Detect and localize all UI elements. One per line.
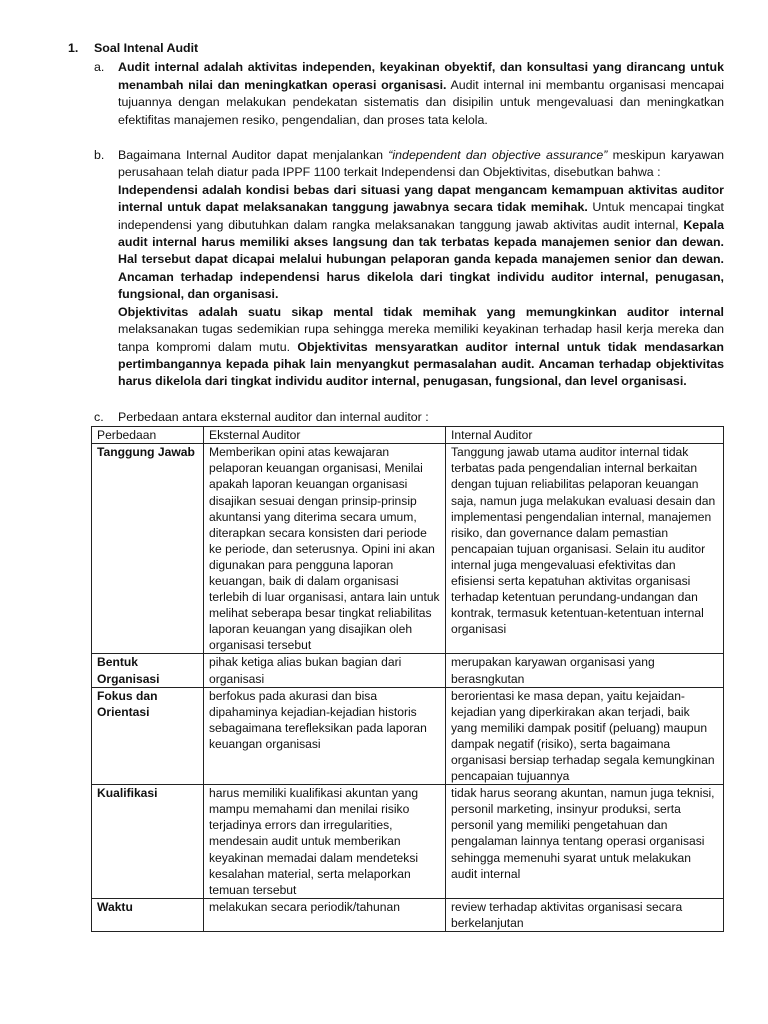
row-label: Kualifikasi: [92, 785, 204, 899]
external-cell: pihak ketiga alias bukan bagian dari organisasi: [204, 654, 446, 687]
item-c-title: Perbedaan antara eksternal auditor dan internal auditor :: [118, 409, 429, 424]
table-row: [92, 785, 724, 899]
question-text-post: meskipun karyawan perusahaan telah diatur pada IPPF 1100 terkait Independensi dan Objektivitas, disebutkan bahwa :: [118, 148, 724, 180]
objektivitas-paragraph: [118, 304, 724, 391]
external-cell: harus memiliki kualifikasi akuntan yang mampu memahami dan menilai risiko terjadinya errors dan irregularities, mendesain audit untuk memberikan keyakinan memadai dalam mendeteksi kesalahan material, serta melaporkan temuan tersebut: [204, 785, 446, 899]
table-row: [92, 687, 724, 785]
item-a-text: Audit internal ini membantu organisasi mencapai tujuannya dengan melakukan pendekatan sistematis dan disipilin untuk mengevaluasi dan meningkatkan efektifitas manajemen resiko, pengendalian, dan proses tata kelola.: [118, 77, 724, 127]
row-label: Fokus dan Orientasi: [92, 687, 204, 785]
internal-cell: tidak harus seorang akuntan, namun juga teknisi, personil marketing, insinyur produksi, serta personil yang memiliki pengetahuan dan pengalaman lainnya tentang operasi organisasi sehingga memenuhi syarat untuk melakukan audit internal: [446, 785, 724, 899]
independensi-definition: Independensi adalah kondisi bebas dari situasi yang dapat mengancam kemampuan aktivitas auditor internal untuk dapat melaksanakan tanggung jawabnya secara tidak memihak.: [118, 182, 724, 215]
comparison-table: [91, 426, 724, 932]
table-row: [92, 444, 724, 654]
item-a-body: [118, 59, 724, 129]
independensi-text: Untuk mencapai tingkat independensi yang dibutuhkan dalam rangka melaksanakan tanggung jawab aktivitas audit internal,: [118, 200, 724, 232]
question-text-pre: Bagaimana Internal Auditor dapat menjalankan: [118, 148, 389, 163]
item-b-body: [118, 147, 724, 391]
external-cell: melakukan secara periodik/tahunan: [204, 898, 446, 931]
internal-cell: review terhadap aktivitas organisasi secara berkelanjutan: [446, 898, 724, 931]
internal-cell: merupakan karyawan organisasi yang berasngkutan: [446, 654, 724, 687]
document-page: [68, 40, 724, 932]
row-label: Tanggung Jawab: [92, 444, 204, 654]
independensi-paragraph: [118, 182, 724, 304]
objektivitas-bold-text: Objektivitas mensyaratkan auditor internal untuk tidak mendasarkan pertimbangannya kepada pihak lain menyangkut permasalahan audit. Ancaman terhadap objektivitas harus dikelola dari tingkat individu auditor internal, penugasan, fungsional, dan level organisasi.: [118, 339, 725, 389]
item-b-letter: b.: [94, 148, 105, 163]
table-row: [92, 898, 724, 931]
external-cell: Memberikan opini atas kewajaran pelaporan keuangan organisasi, Menilai apakah laporan keuangan organisasi disajikan sesuai dengan prinsip-prinsip akuntansi yang diterima secara umum, diterapkan secara konsisten dari periode ke periode, dan seterusnya. Opini ini akan digunakan para pengguna laporan keuangan, baik di dalam organisasi terlebih di luar organisasi, antara lain untuk melihat seberapa besar tingkat reliabilitas laporan keuangan yang disajikan oleh organisasi tersebut: [204, 444, 446, 654]
row-label: Bentuk Organisasi: [92, 654, 204, 687]
section-heading: [68, 40, 724, 57]
internal-cell: berorientasi ke masa depan, yaitu kejaidan-kejadian yang diperkirakan akan terjadi, baik yang memiliki dampak positif (peluang) maupun dampak negatif (risiko), serta bagaimana organisasi bersiap terhadap segala kemungkinan pencapaian tujuannya: [446, 687, 724, 785]
independensi-bold-text: Kepala audit internal harus memiliki akses langsung dan tak terbatas kepada manajemen senior dan dewan. Hal tersebut dapat dicapai melalui hubungan pelaporan ganda kepada manajemen senior dan dewan. Ancaman terhadap independensi harus dikelola dari tingkat individu auditor internal, penugasan, fungsional, dan organisasi.: [118, 217, 724, 302]
table-row: [92, 654, 724, 687]
header-perbedaan: Perbedaan: [92, 427, 204, 444]
item-c-letter: c.: [94, 409, 104, 424]
item-a-letter: a.: [94, 60, 105, 75]
section-number: 1.: [68, 41, 79, 55]
objektivitas-definition: Objektivitas adalah suatu sikap mental tidak memihak yang memungkinkan auditor internal: [118, 304, 724, 319]
item-b-question: [118, 147, 724, 182]
item-b: [68, 147, 724, 391]
external-cell: berfokus pada akurasi dan bisa dipahaminya kejadian-kejadian historis sebagaimana terefleksikan pada laporan keuangan organisasi: [204, 687, 446, 785]
header-eksternal-auditor: Eksternal Auditor: [204, 427, 446, 444]
item-a-bold-text: Audit internal adalah aktivitas independen, keyakinan obyektif, dan konsultasi yang dirancang untuk menambah nilai dan meningkatkan operasi organisasi.: [118, 60, 724, 92]
header-internal-auditor: Internal Auditor: [446, 427, 724, 444]
objektivitas-text: melaksanakan tugas sedemikian rupa sehingga mereka memiliki keyakinan terhadap hasil kerja mereka dan tanpa kompromi dalam mutu.: [118, 322, 724, 354]
item-a: [68, 59, 724, 129]
section-title: Soal Intenal Audit: [94, 41, 199, 55]
table-header-row: [92, 427, 724, 444]
row-label: Waktu: [92, 898, 204, 931]
internal-cell: Tanggung jawab utama auditor internal tidak terbatas pada pengendalian internal berkaitan dengan tujuan reliabilitas pelaporan keuangan saja, namun juga melakukan evaluasi desain dan implementasi pengendalian internal, manajemen risiko, dan governance dalam pemastian pencapaian tujuan organisasi. Selain itu auditor internal juga mengevaluasi efektivitas dan efisiensi serta kepatuhan aktivitas organisasi terhadap ketentuan perundang-undangan dan kontrak, termasuk ketentuan-ketentuan internal organisasi: [446, 444, 724, 654]
question-italic: “independent dan objective assurance”: [388, 148, 608, 163]
item-c: [68, 409, 724, 426]
